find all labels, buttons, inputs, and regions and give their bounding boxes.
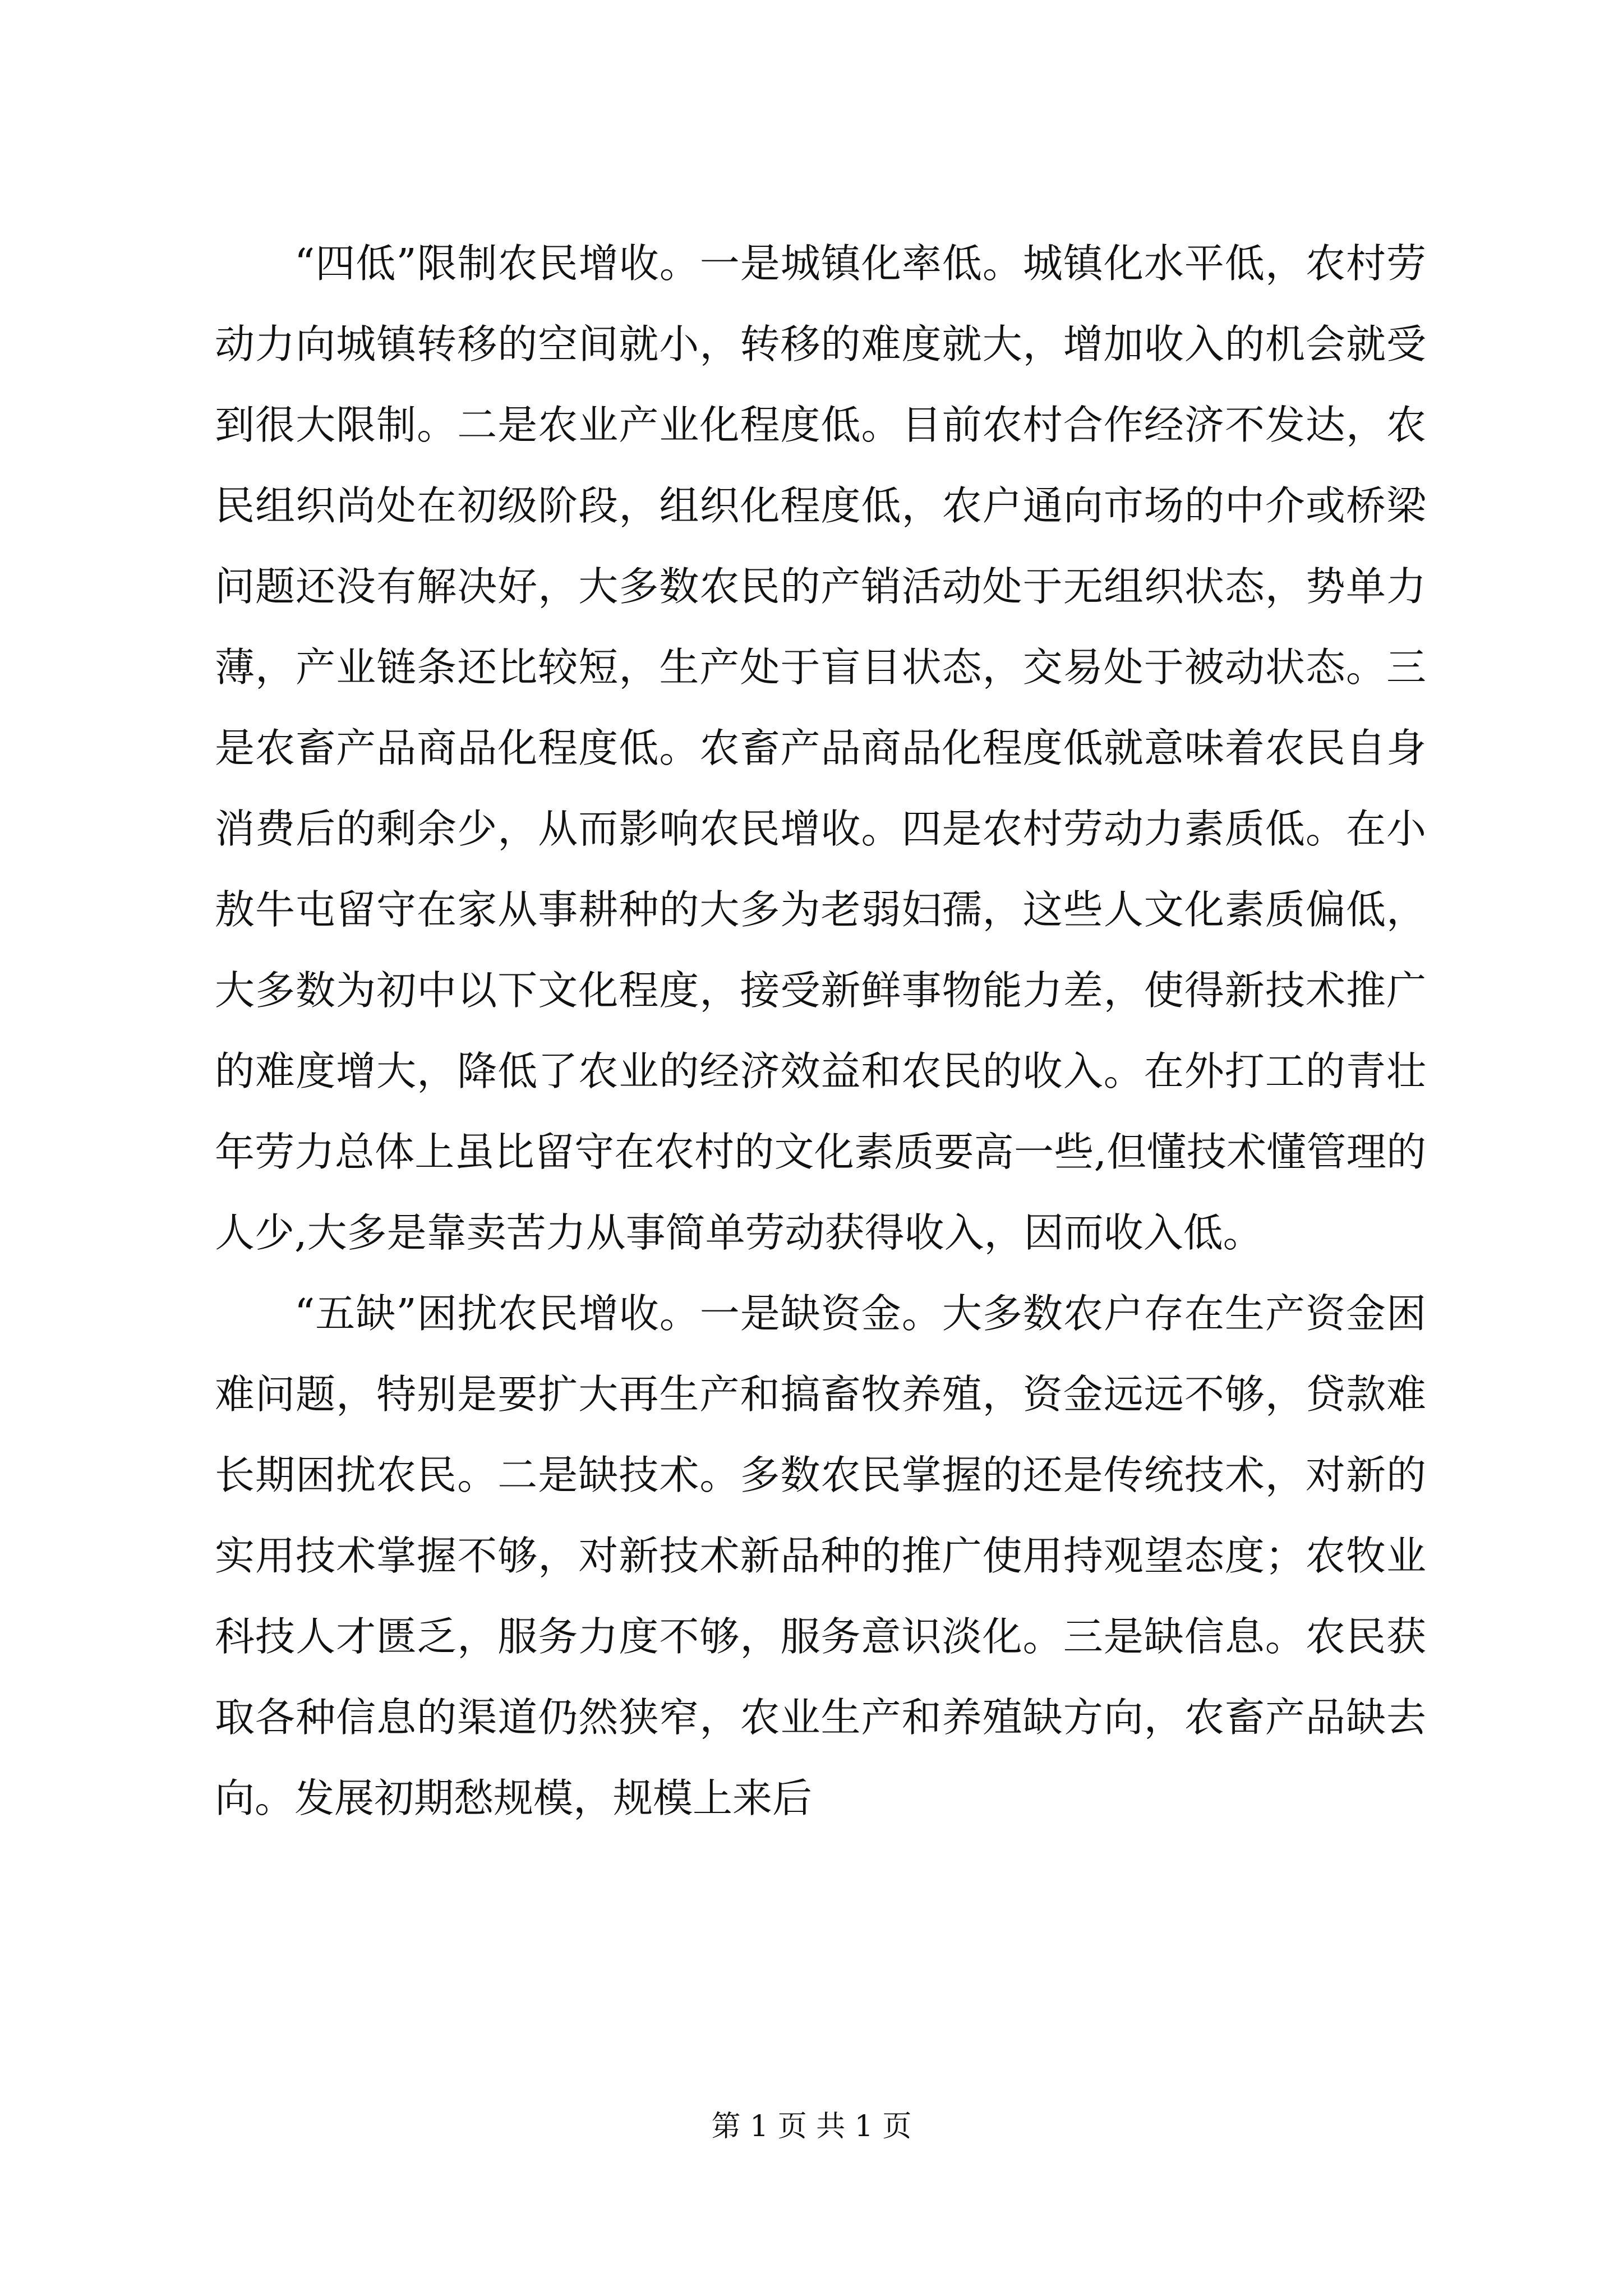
paragraph-four-lows: “四低”限制农民增收。一是城镇化率低。城镇化水平低，农村劳动力向城镇转移的空间就小，转移的难度就大，增加收入的机会就受到很大限制。二是农业产业化程度低。目前农村合作经济不发达，农民组织尚处在初级阶段，组织化程度低，农户通向市场的中介或桥梁问题还没有解决好，大多数农民的产销活动处于无组织状态，势单力薄，产业链条还比较短，生产处于盲目状态，交易处于被动状态。三是农畜产品商品化程度低。农畜产品商品化程度低就意味着农民自身消费后的剩余少，从而影响农民增收。四是农村劳动力素质低。在小敖牛屯留守在家从事耕种的大多为老弱妇孺，这些人文化素质偏低，大多数为初中以下文化程度，接受新鲜事物能力差，使得新技术推广的难度增大，降低了农业的经济效益和农民的收入。在外打工的青壮年劳力总体上虽比留守在农村的文化素质要高一些,但懂技术懂管理的人少,大多是靠卖苦力从事简单劳动获得收入，因而收入低。 [215,240,1426,1256]
paragraph-five-shortages: “五缺”困扰农民增收。一是缺资金。大多数农户存在生产资金困难问题，特别是要扩大再生产和搞畜牧养殖，资金远远不够，贷款难长期困扰农民。二是缺技术。多数农民掌握的还是传统技术，对新的实用技术掌握不够，对新技术新品种的推广使用持观望态度；农牧业科技人才匮乏，服务力度不够，服务意识淡化。三是缺信息。农民获取各种信息的渠道仍然狭窄，农业生产和养殖缺方向，农畜产品缺去向。发展初期愁规模，规模上来后 [215,1290,1426,1821]
page-footer: 第 1 页 共 1 页 [711,2110,912,2143]
document-body [215,223,1426,1839]
